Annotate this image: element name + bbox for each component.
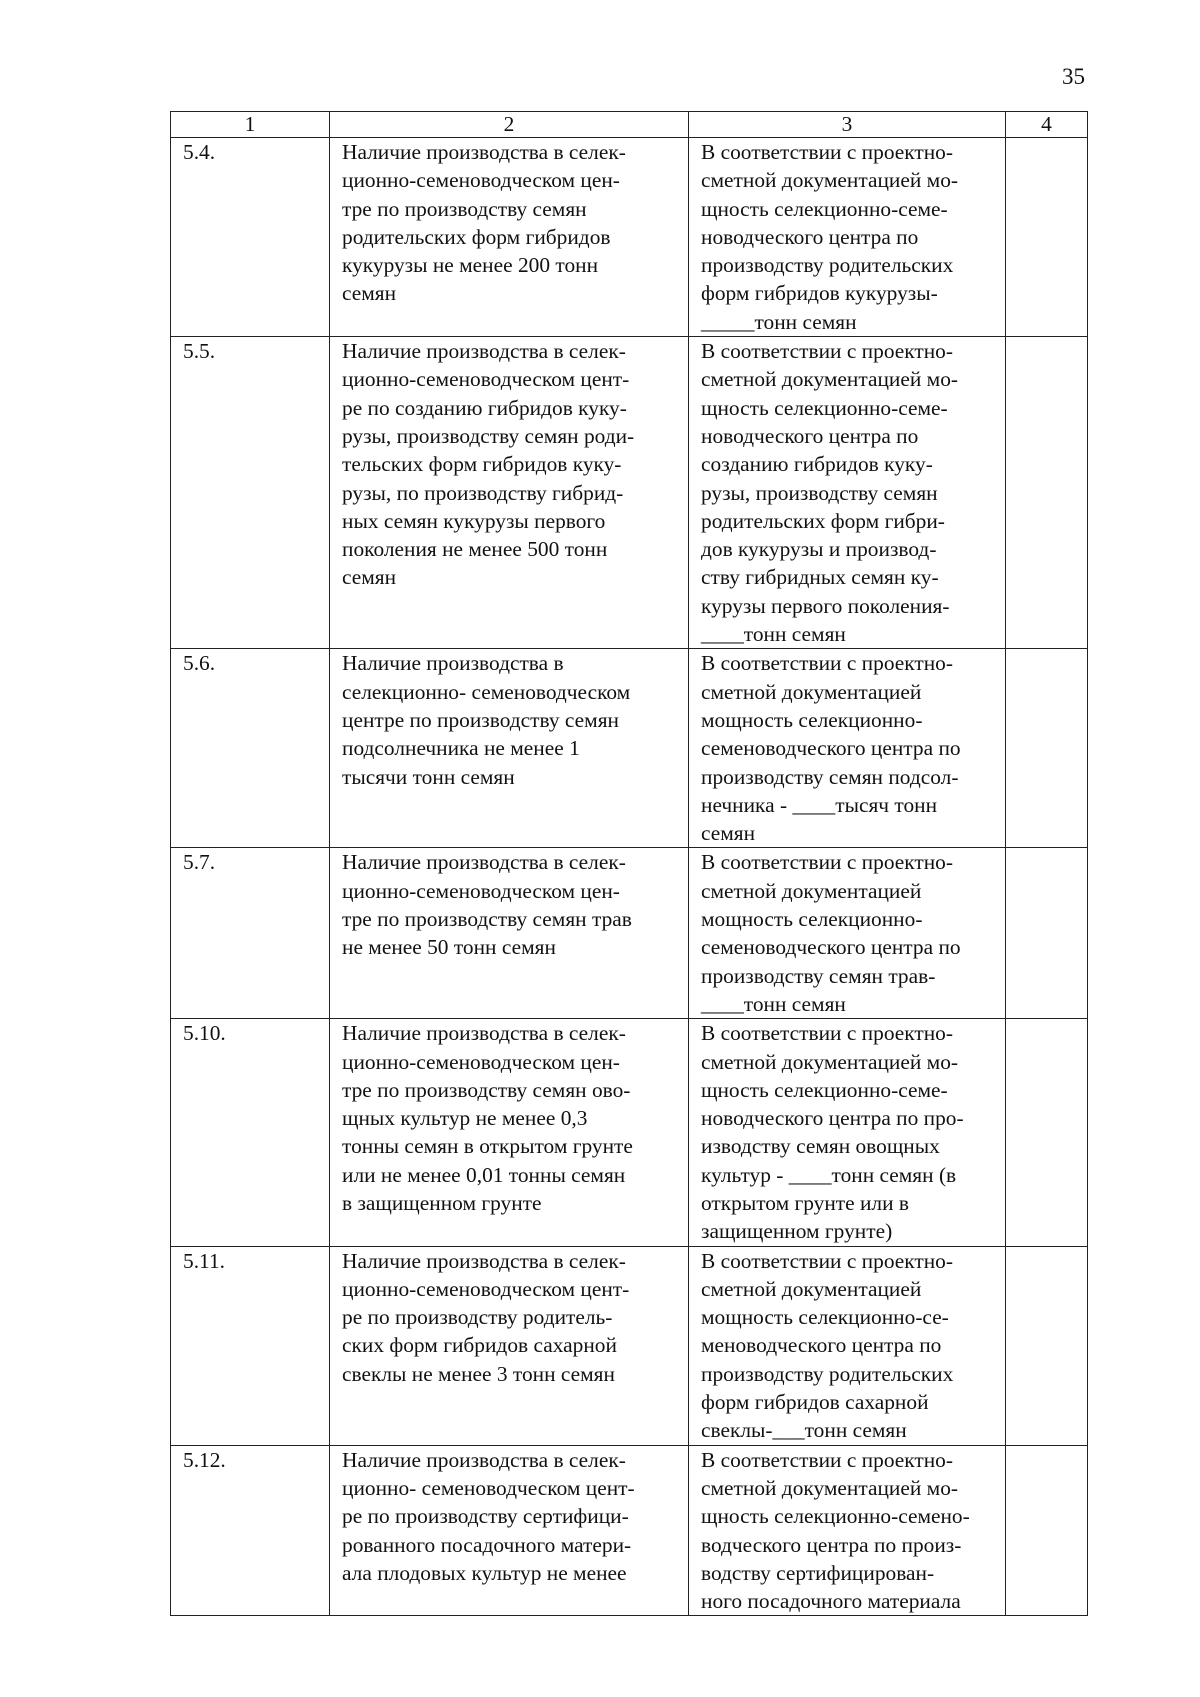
text-line: новодческого центра по про- (701, 1106, 964, 1131)
text-line: сметной документацией мо- (701, 367, 959, 392)
header-col-2: 2 (330, 112, 689, 138)
text-line: Наличие производства в селек- (342, 1021, 626, 1046)
row-number: 5.12. (171, 1445, 330, 1616)
text-line: щность селекционно-семе- (701, 196, 948, 221)
row-number: 5.5. (171, 337, 330, 649)
page-number: 35 (1062, 64, 1085, 89)
text-line: водческого центра по произ- (701, 1532, 962, 1557)
text-line: семян (342, 565, 397, 590)
text-line: не менее 50 тонн семян (342, 935, 556, 960)
text-line: В соответствии с проектно- (701, 1248, 953, 1273)
text-line: производству родительских (701, 1361, 954, 1386)
text-line: _____тонн семян (701, 309, 857, 334)
table-row (171, 848, 1088, 1019)
text-line: Наличие производства в (342, 651, 564, 676)
text-line: в защищенном грунте (342, 1190, 542, 1215)
text-line: ____тонн семян (701, 991, 846, 1016)
requirement-cell (330, 337, 689, 649)
text-line: тре по производству семян ово- (342, 1077, 631, 1102)
text-line: В соответствии с проектно- (701, 651, 953, 676)
text-line: семян (342, 281, 397, 306)
compliance-cell (689, 1246, 1006, 1445)
text-line: щность селекционно-семе- (701, 395, 948, 420)
text-line: В соответствии с проектно- (701, 339, 953, 364)
requirement-cell (330, 1445, 689, 1616)
text-line: рузы, по производству гибрид- (342, 480, 624, 505)
text-line: Наличие производства в селек- (342, 1248, 626, 1273)
text-line: селекционно- семеноводческом (342, 679, 631, 704)
text-line: щных культур не менее 0,3 (342, 1106, 588, 1131)
requirement-cell (330, 1246, 689, 1445)
text-line: тре по производству семян трав (342, 907, 632, 932)
row-number: 5.6. (171, 649, 330, 848)
text-line: В соответствии с проектно- (701, 1021, 953, 1046)
table-row (171, 1246, 1088, 1445)
text-line: тонны семян в открытом грунте (342, 1134, 633, 1159)
notes-cell (1006, 649, 1088, 848)
text-line: рузы, производству семян роди- (342, 423, 635, 448)
text-line: семеноводческого центра по (701, 736, 961, 761)
row-number: 5.7. (171, 848, 330, 1019)
text-line: курузы первого поколения- (701, 593, 950, 618)
text-line: В соответствии с проектно- (701, 1447, 953, 1472)
table-row (171, 138, 1088, 337)
text-line: изводству семян овощных (701, 1134, 940, 1159)
text-line: защищенном грунте) (701, 1219, 893, 1244)
text-line: меноводческого центра по (701, 1333, 942, 1358)
text-line: рузы, производству семян (701, 480, 938, 505)
row-number: 5.10. (171, 1019, 330, 1246)
text-line: сметной документацией (701, 1276, 922, 1301)
text-line: тельских форм гибридов куку- (342, 452, 622, 477)
text-line: производству родительских (701, 253, 954, 278)
requirements-table (170, 111, 1088, 1616)
notes-cell (1006, 848, 1088, 1019)
text-line: новодческого центра по (701, 423, 919, 448)
text-line: Наличие производства в селек- (342, 1447, 626, 1472)
text-line: ре по производству родитель- (342, 1305, 613, 1330)
compliance-cell (689, 1019, 1006, 1246)
text-line: родительских форм гибридов (342, 224, 611, 249)
text-line: нечника - ____тысяч тонн (701, 792, 938, 817)
text-line: культур - ____тонн семян (в (701, 1162, 957, 1187)
notes-cell (1006, 1445, 1088, 1616)
text-line: семеноводческого центра по (701, 935, 961, 960)
text-line: щность селекционно-семено- (701, 1504, 970, 1529)
table-row (171, 337, 1088, 649)
text-line: мощность селекционно- (701, 707, 923, 732)
text-line: ционно-семеноводческом цен- (342, 878, 620, 903)
requirement-cell (330, 138, 689, 337)
row-number: 5.11. (171, 1246, 330, 1445)
text-line: производству семян трав- (701, 963, 936, 988)
notes-cell (1006, 337, 1088, 649)
text-line: щность селекционно-семе- (701, 1077, 948, 1102)
text-line: или не менее 0,01 тонны семян (342, 1162, 626, 1187)
notes-cell (1006, 1246, 1088, 1445)
text-line: мощность селекционно-се- (701, 1305, 949, 1330)
compliance-cell (689, 848, 1006, 1019)
text-line: тысячи тонн семян (342, 764, 515, 789)
text-line: Наличие производства в селек- (342, 850, 626, 875)
text-line: ционно-семеноводческом цен- (342, 168, 620, 193)
notes-cell (1006, 138, 1088, 337)
text-line: ционно- семеноводческом цент- (342, 1475, 635, 1500)
text-line: открытом грунте или в (701, 1190, 909, 1215)
text-line: центре по производству семян (342, 707, 620, 732)
table-row (171, 649, 1088, 848)
text-line: ала плодовых культур не менее (342, 1560, 627, 1585)
compliance-cell (689, 649, 1006, 848)
text-line: тре по производству семян (342, 196, 587, 221)
requirement-cell (330, 1019, 689, 1246)
text-line: свеклы-___тонн семян (701, 1418, 907, 1443)
text-line: ре по производству сертифици- (342, 1504, 629, 1529)
text-line: ного посадочного материала (701, 1589, 961, 1614)
text-line: ционно-семеноводческом цент- (342, 367, 630, 392)
text-line: В соответствии с проектно- (701, 850, 953, 875)
text-line: водству сертифицирован- (701, 1560, 935, 1585)
header-col-4: 4 (1006, 112, 1088, 138)
text-line: родительских форм гибри- (701, 508, 945, 533)
text-line: ских форм гибридов сахарной (342, 1333, 617, 1358)
text-line: форм гибридов сахарной (701, 1390, 929, 1415)
table-row (171, 1445, 1088, 1616)
text-line: В соответствии с проектно- (701, 140, 953, 164)
text-line: дов кукурузы и производ- (701, 537, 937, 562)
requirement-cell (330, 649, 689, 848)
compliance-cell (689, 138, 1006, 337)
header-col-1: 1 (171, 112, 330, 138)
text-line: рованного посадочного матери- (342, 1532, 632, 1557)
text-line: ционно-семеноводческом цент- (342, 1276, 630, 1301)
text-line: поколения не менее 500 тонн (342, 537, 608, 562)
row-number: 5.4. (171, 138, 330, 337)
text-line: семян (701, 821, 756, 846)
text-line: свеклы не менее 3 тонн семян (342, 1361, 615, 1386)
text-line: мощность селекционно- (701, 907, 923, 932)
text-line: Наличие производства в селек- (342, 339, 626, 364)
text-line: ____тонн семян (701, 622, 846, 647)
header-col-3: 3 (689, 112, 1006, 138)
table-header-row (171, 112, 1088, 138)
requirement-cell (330, 848, 689, 1019)
text-line: созданию гибридов куку- (701, 452, 933, 477)
notes-cell (1006, 1019, 1088, 1246)
text-line: ных семян кукурузы первого (342, 508, 606, 533)
compliance-cell (689, 337, 1006, 649)
text-line: сметной документацией (701, 878, 922, 903)
text-line: новодческого центра по (701, 224, 919, 249)
text-line: сметной документацией мо- (701, 168, 959, 193)
table-row (171, 1019, 1088, 1246)
text-line: подсолнечника не менее 1 (342, 736, 580, 761)
text-line: Наличие производства в селек- (342, 140, 626, 164)
text-line: ционно-семеноводческом цен- (342, 1049, 620, 1074)
text-line: сметной документацией мо- (701, 1475, 959, 1500)
text-line: производству семян подсол- (701, 764, 959, 789)
text-line: форм гибридов кукурузы- (701, 281, 938, 306)
text-line: сметной документацией (701, 679, 922, 704)
text-line: ству гибридных семян ку- (701, 565, 939, 590)
text-line: кукурузы не менее 200 тонн (342, 253, 599, 278)
text-line: ре по созданию гибридов куку- (342, 395, 627, 420)
text-line: сметной документацией мо- (701, 1049, 959, 1074)
compliance-cell (689, 1445, 1006, 1616)
